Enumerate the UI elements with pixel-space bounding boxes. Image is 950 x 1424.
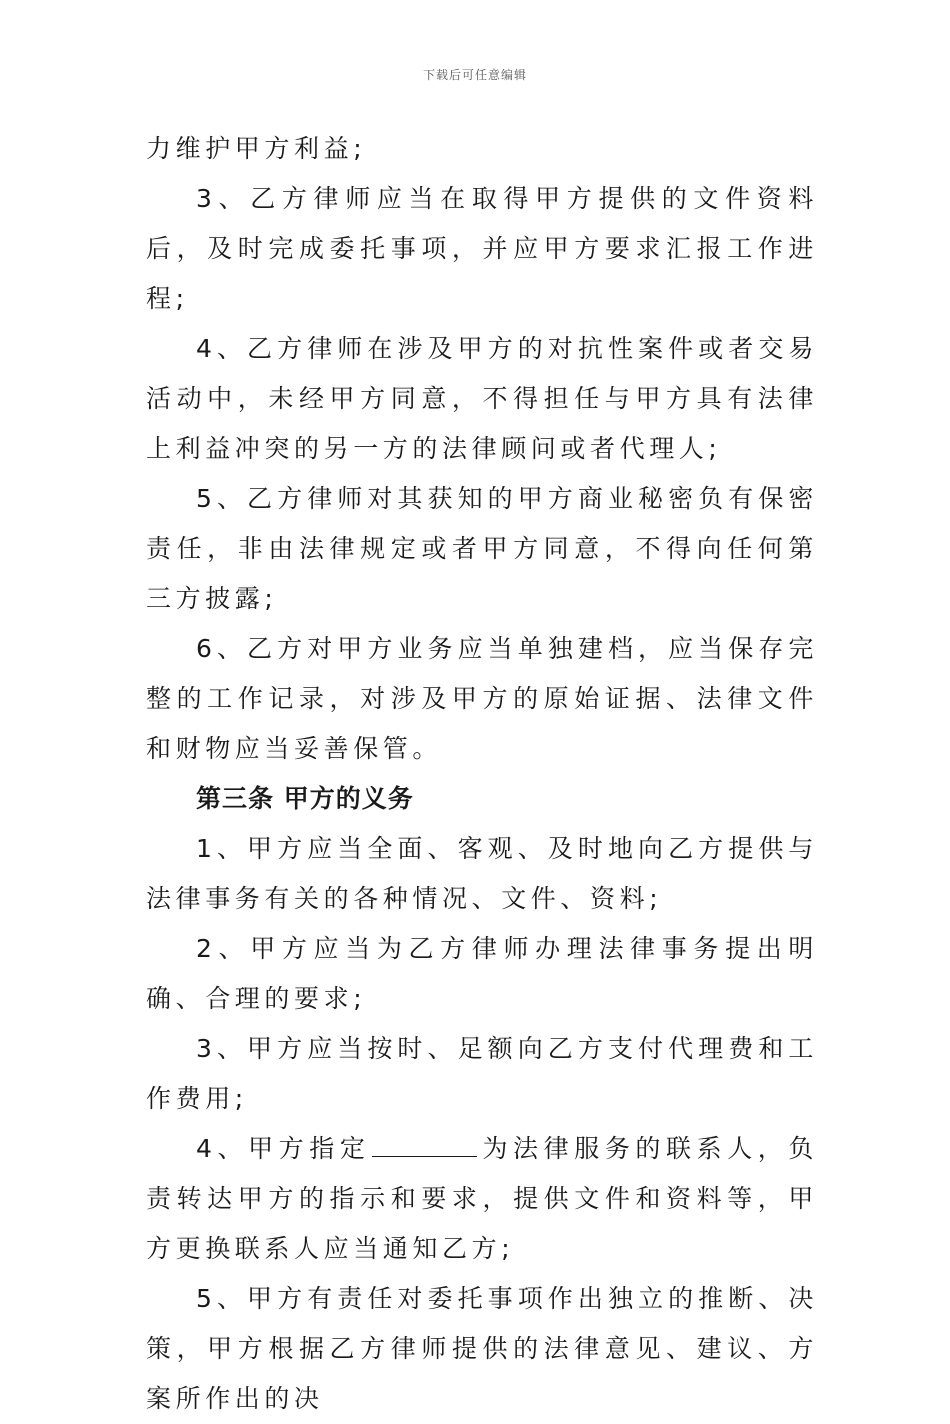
party-a-item-3: 3、甲方应当按时、足额向乙方支付代理费和工作费用; (146, 1034, 818, 1113)
clause-item-5: 5、乙方律师对其获知的甲方商业秘密负有保密责任，非由法律规定或者甲方同意，不得向任何第三方披露; (146, 484, 818, 613)
clause-item-3: 3、乙方律师应当在取得甲方提供的文件资料后，及时完成委托事项，并应甲方要求汇报工作进程; (146, 184, 818, 313)
document-body (146, 124, 818, 1424)
contact-blank-field[interactable] (372, 1132, 477, 1157)
party-a-item-4-prefix: 4、甲方指定 (196, 1134, 371, 1163)
party-a-item-4 (146, 1124, 818, 1274)
clause-item-4: 4、乙方律师在涉及甲方的对抗性案件或者交易活动中，未经甲方同意，不得担任与甲方具有法律上利益冲突的另一方的法律顾问或者代理人; (146, 334, 818, 463)
party-a-item-4-suffix: 为法律服务的联系人，负责转达甲方的指示和要求，提供文件和资料等，甲方更换联系人应当通知乙方; (146, 1134, 818, 1263)
party-a-item-2: 2、甲方应当为乙方律师办理法律事务提出明确、合理的要求; (146, 934, 818, 1013)
header-note: 下载后可任意编辑 (422, 68, 527, 82)
party-a-item-1: 1、甲方应当全面、客观、及时地向乙方提供与法律事务有关的各种情况、文件、资料; (146, 834, 818, 913)
party-a-item-5: 5、甲方有责任对委托事项作出独立的推断、决策，甲方根据乙方律师提供的法律意见、建议、方案所作出的决 (146, 1284, 818, 1413)
clause-item-6: 6、乙方对甲方业务应当单独建档，应当保存完整的工作记录，对涉及甲方的原始证据、法律文件和财物应当妥善保管。 (146, 634, 818, 763)
paragraph-continuation: 力维护甲方利益; (146, 134, 367, 163)
section-heading: 第三条 甲方的义务 (196, 784, 414, 813)
